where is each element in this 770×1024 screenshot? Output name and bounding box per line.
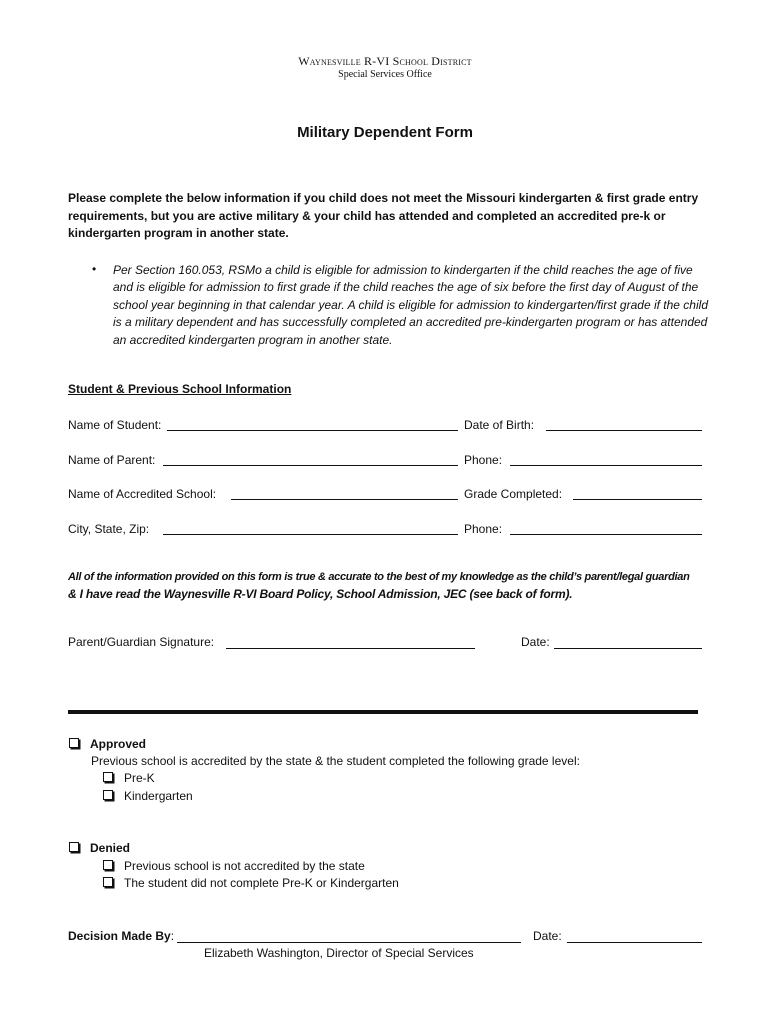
- student-section-heading: Student & Previous School Information: [68, 382, 292, 396]
- student-name-field[interactable]: [167, 430, 458, 431]
- approved-option[interactable]: [69, 737, 146, 751]
- intro-paragraph: Please complete the below information if you child does not meet the Missouri kindergarten & first grade entry requirements, but you are active military & your child has attended and completed an accredited pre-k or kindergarten program in another state.: [68, 191, 699, 240]
- school-name-label: Name of Accredited School:: [68, 487, 217, 501]
- phone-field-2[interactable]: [510, 534, 702, 535]
- approved-description: Previous school is accredited by the state & the student completed the following grade level:: [91, 754, 580, 768]
- denied-option[interactable]: [69, 841, 130, 855]
- bullet-icon: •: [92, 262, 97, 276]
- not-completed-option[interactable]: [103, 876, 399, 890]
- not-completed-checkbox[interactable]: [103, 877, 113, 887]
- prek-checkbox[interactable]: [103, 772, 113, 782]
- approved-label: Approved: [90, 737, 147, 751]
- not-accredited-checkbox[interactable]: [103, 860, 113, 870]
- decision-made-by-field[interactable]: [177, 942, 521, 943]
- phone-label-1: Phone:: [464, 453, 503, 467]
- grade-completed-field[interactable]: [573, 499, 702, 500]
- not-accredited-label: Previous school is not accredited by the state: [124, 859, 365, 873]
- statute-paragraph: Per Section 160.053, RSMo a child is eligible for admission to kindergarten if the child reaches the age of five and is eligible for admission to first grade if the child reaches the age of six before the first day of August of the school year beginning in that calendar year. A child is eligible for admission to kindergarten/first grade if the child is a military dependent and has successfully completed an accredited pre-kindergarten program or has attended an accredited kindergarten program in another state.: [113, 263, 708, 347]
- city-state-zip-label: City, State, Zip:: [68, 522, 150, 536]
- certification-line-1: All of the information provided on this form is true & accurate to the best of my knowledge as the child’s parent/legal guardian: [68, 571, 690, 583]
- form-title: Military Dependent Form: [297, 124, 473, 141]
- grade-completed-label: Grade Completed:: [464, 487, 563, 501]
- school-name-field[interactable]: [231, 499, 458, 500]
- decision-date-label: Date:: [533, 929, 562, 943]
- parent-name-label: Name of Parent:: [68, 453, 156, 467]
- city-state-zip-field[interactable]: [163, 534, 458, 535]
- district-name: Waynesville R-VI School District: [298, 54, 472, 68]
- signature-field[interactable]: [226, 648, 475, 649]
- parent-name-field[interactable]: [163, 465, 458, 466]
- denied-checkbox[interactable]: [69, 842, 79, 852]
- signature-date-label: Date:: [521, 635, 550, 649]
- prek-option[interactable]: [103, 771, 155, 785]
- signature-date-field[interactable]: [554, 648, 702, 649]
- signature-label: Parent/Guardian Signature:: [68, 635, 215, 649]
- dob-label: Date of Birth:: [464, 418, 535, 432]
- denied-label: Denied: [90, 841, 131, 855]
- phone-label-2: Phone:: [464, 522, 503, 536]
- office-name: Special Services Office: [338, 69, 432, 80]
- not-accredited-option[interactable]: [103, 859, 365, 873]
- phone-field-1[interactable]: [510, 465, 702, 466]
- kindergarten-label: Kindergarten: [124, 789, 193, 803]
- certification-line-2: & I have read the Waynesville R-VI Board Policy, School Admission, JEC (see back of form).: [68, 587, 573, 601]
- kindergarten-option[interactable]: [103, 789, 193, 803]
- director-name: Elizabeth Washington, Director of Special Services: [204, 946, 474, 960]
- section-divider: [68, 710, 698, 714]
- decision-date-field[interactable]: [567, 942, 702, 943]
- prek-label: Pre-K: [124, 771, 155, 785]
- decision-made-by-label: Decision Made By:: [68, 929, 175, 943]
- student-name-label: Name of Student:: [68, 418, 162, 432]
- approved-checkbox[interactable]: [69, 738, 79, 748]
- kindergarten-checkbox[interactable]: [103, 790, 113, 800]
- dob-field[interactable]: [546, 430, 702, 431]
- not-completed-label: The student did not complete Pre-K or Kindergarten: [124, 876, 399, 890]
